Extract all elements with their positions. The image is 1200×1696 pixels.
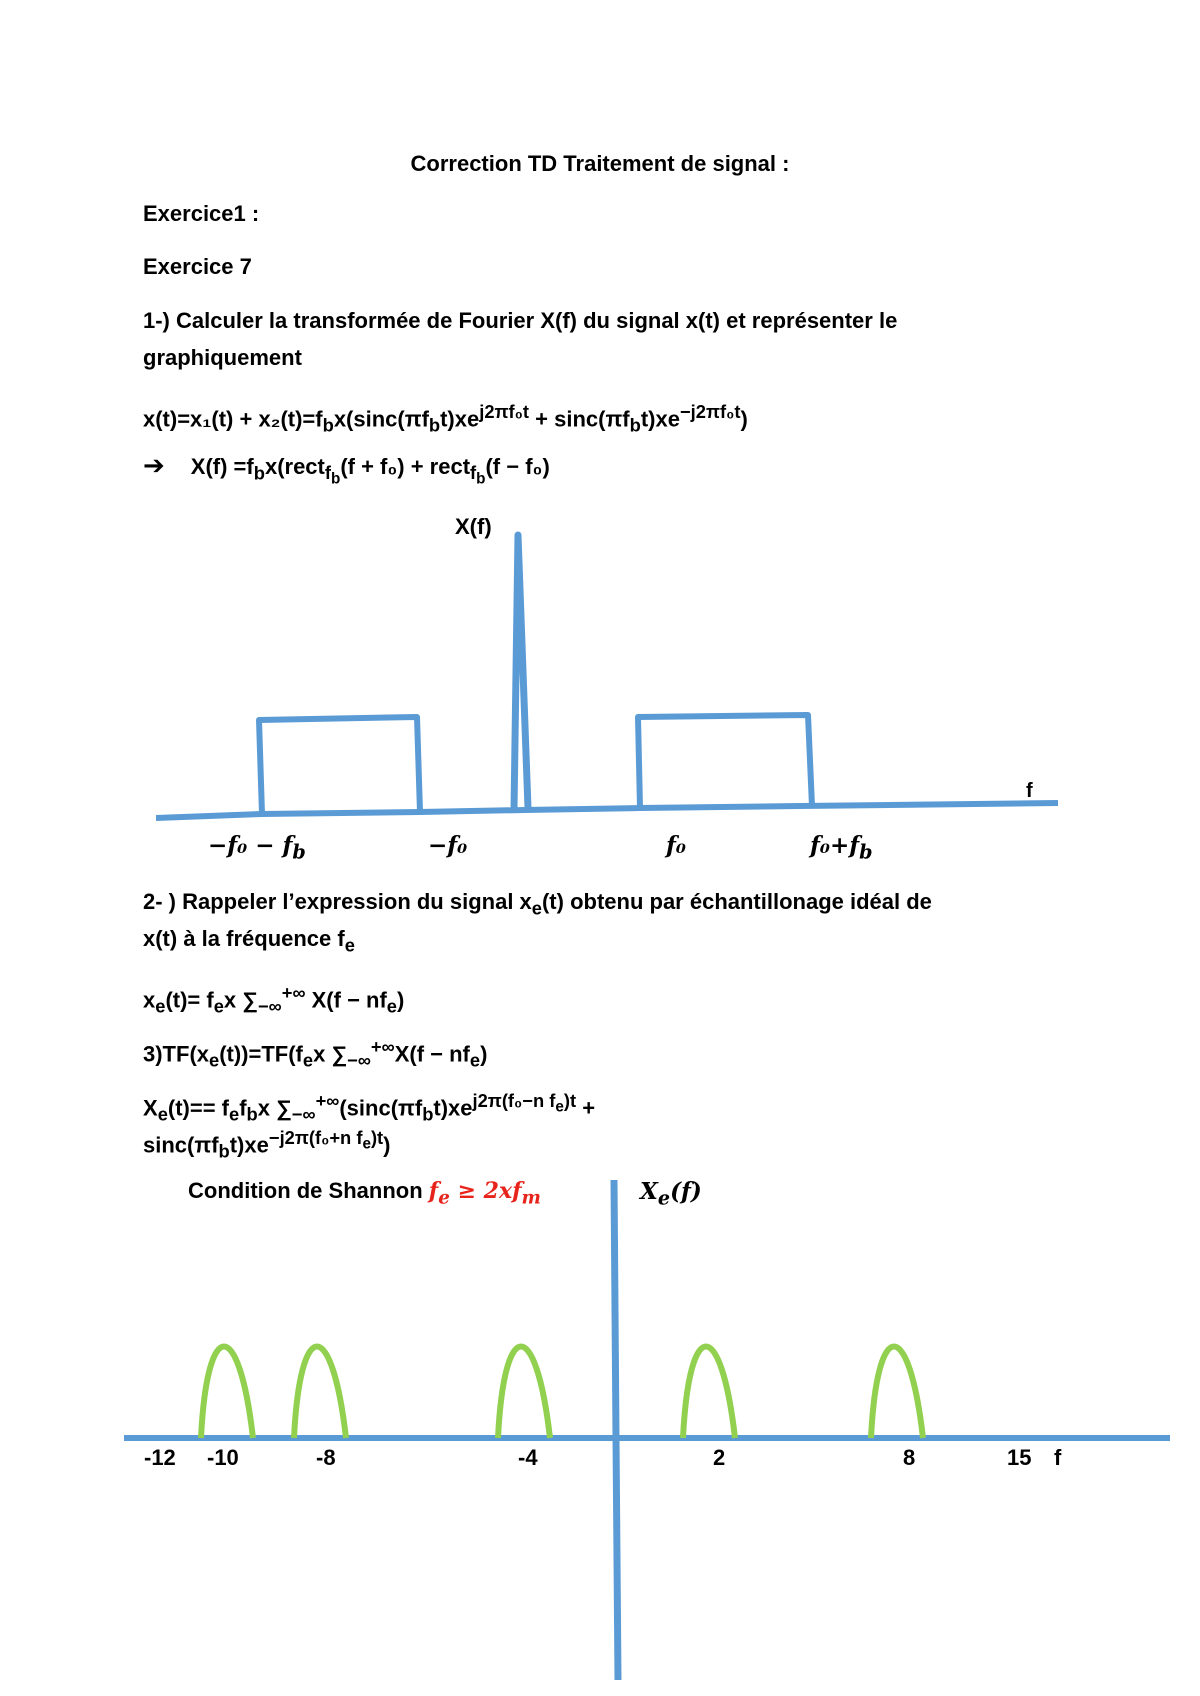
- graph2-spectral-lobe: [683, 1347, 735, 1439]
- question2-line2: x(t) à la fréquence $f_e$: [143, 926, 355, 956]
- shannon-condition-text: Condition de Shannon: [188, 1178, 423, 1203]
- graph2-spectral-lobe: [201, 1347, 253, 1439]
- graph2-tick-label: 8: [903, 1445, 916, 1470]
- equation-Xe-line2: $\sin c(\pi f_bt)xe^{-j2\pi(f_0+n f_e)t}$): [143, 1127, 391, 1162]
- graph2-sampled-spectrum-figure: [0, 1170, 1200, 1690]
- equation-X-of-f-text: $X(f) =f_bx(rect_{f_b}(f + f_0)$ + rect$_{f_b}$(f − f₀): [190, 454, 550, 489]
- shannon-condition-formula: $f_e \ge 2xf_m$: [428, 1178, 541, 1209]
- graph1-peak: [514, 535, 528, 810]
- graph2-spectral-lobe: [498, 1347, 550, 1439]
- equation-tf-xe: $3)TF(x_e(t))=TF(f_ex$ $\sum_{-\infty}^{+\infty}X(f - nf_e)$: [143, 1036, 488, 1071]
- graph1-tick-minus-f0: −f₀: [428, 832, 468, 859]
- equation-xe-of-t: $x_e(t)= f_ex$ $\sum_{-\infty}^{+\infty}$ $X(f - nf_e)$: [143, 982, 405, 1017]
- page-title: Correction TD Traitement de signal :: [410, 151, 790, 176]
- exercise7-heading: Exercice 7: [143, 254, 252, 279]
- graph2-spectral-lobe: [871, 1347, 923, 1439]
- graph2-y-axis: [614, 1180, 618, 1680]
- graph2-tick-label: 15: [1007, 1445, 1032, 1470]
- equation-Xe-line1: $X_e(t)== f_ef_bx$ $\sum_{-\infty}^{+\infty}(\sin c(\pi f_bt)xe^{j2\pi(f_0-n f_e)t}$ +: [143, 1090, 596, 1125]
- graph1-tick-f0-plus-fb: $f_0+f_b$: [810, 832, 873, 864]
- graph2-lobes: [201, 1347, 923, 1439]
- equation-X-of-f: [143, 448, 550, 498]
- question2-line1: 2- ) Rappeler l’expression du signal $x_e(t)$ obtenu par échantillonage idéal de: [143, 889, 932, 919]
- exercise1-heading: Exercice1 :: [143, 201, 260, 226]
- equation-x-of-t: $x(t)=x_1(t) + x_2(t)=f_bx(\sin c(\pi f_bt)xe^{j2\pi f_0t} + \sin c(\pi f_bt)xe^{-j2\pi f_0t})$: [143, 401, 748, 436]
- graph1-rect-left: [259, 717, 420, 814]
- question1-line1: 1-) Calculer la transformée de Fourier X(f) du signal x(t) et représenter le: [143, 308, 898, 333]
- implies-arrow-icon: ➔: [143, 451, 165, 481]
- graph2-tick-label: -4: [518, 1445, 538, 1470]
- graph1-rect-right: [638, 715, 812, 808]
- graph2-tick-label: -8: [316, 1445, 336, 1470]
- graph2-tick-label: 2: [713, 1445, 726, 1470]
- graph2-tick-label: -10: [207, 1445, 239, 1470]
- graph2-y-axis-label: $X_e(f)$: [640, 1178, 702, 1210]
- graph2-tick-label: -12: [144, 1445, 176, 1470]
- graph1-y-axis-label: X(f): [455, 514, 492, 539]
- graph2-spectral-lobe: [294, 1347, 346, 1439]
- graph1-baseline: [156, 803, 1058, 818]
- graph1-x-axis-label: f: [1026, 780, 1033, 802]
- graph1-tick-minus-f0-minus-fb: $-f_0 - f_b$: [208, 832, 306, 864]
- graph1-spectrum-figure: [0, 530, 1200, 840]
- question1-line2: graphiquement: [143, 345, 302, 370]
- graph2-x-axis-label: f: [1054, 1445, 1062, 1470]
- graph1-tick-f0: f₀: [666, 832, 686, 859]
